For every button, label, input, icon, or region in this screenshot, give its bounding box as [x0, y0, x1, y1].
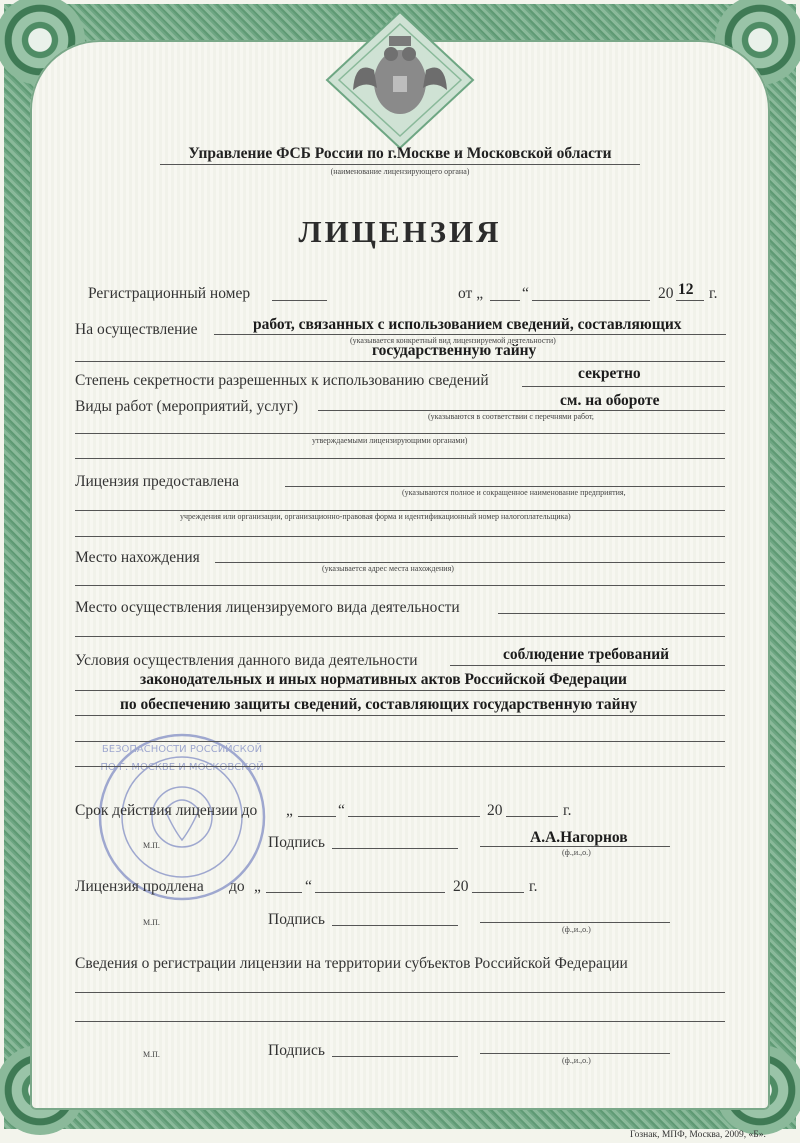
validity-label: Срок действия лицензии до: [75, 802, 258, 819]
validity-sign-label: Подпись: [268, 834, 325, 851]
extended-sign-label: Подпись: [268, 911, 325, 928]
regional-sign-line: [332, 1056, 458, 1057]
registration-day-line: [490, 300, 520, 301]
validity-year-line: [506, 816, 558, 817]
registration-year-prefix: 20: [658, 285, 674, 302]
authority-hint: (наименование лицензирующего органа): [330, 167, 470, 176]
extended-mp: М.П.: [143, 918, 160, 927]
extended-day-line: [266, 892, 302, 893]
paper-field: [30, 40, 770, 1110]
validity-fio-hint: (ф.,и.,о.): [562, 848, 591, 857]
conditions-line5: [75, 766, 725, 767]
secrecy-value: секретно: [578, 365, 641, 382]
extended-open-quote: „: [254, 878, 261, 895]
seal-ring-mid-text: ПО Г. МОСКВЕ И МОСКОВСКОЙ: [100, 762, 264, 773]
regional-label: Сведения о регистрации лицензии на территории субъектов Российской Федерации: [75, 955, 628, 972]
conditions-label: Условия осуществления данного вида деятельности: [75, 652, 418, 669]
activity-line1: [214, 334, 726, 335]
granted-line3: [75, 536, 725, 537]
activity-value-line2: государственную тайну: [372, 342, 537, 359]
works-hint1: (указываются в соответствии с перечнями работ,: [428, 412, 594, 421]
regional-line1: [75, 992, 725, 993]
conditions-line1: [450, 665, 725, 666]
conditions-line3: [75, 715, 725, 716]
registration-number-label: Регистрационный номер: [88, 285, 251, 302]
licensing-authority: Управление ФСБ России по г.Москве и Московской области: [188, 145, 612, 162]
location-line1: [215, 562, 725, 563]
extended-year-suffix: г.: [529, 878, 538, 895]
registration-from-label: от „: [458, 285, 484, 302]
granted-hint2: учреждения или организации, организационно-правовая форма и идентификационный номер налогоплательщика): [180, 512, 571, 521]
registration-month-line: [532, 300, 650, 301]
works-value: см. на обороте: [560, 392, 660, 409]
validity-open-quote: „: [286, 802, 293, 819]
validity-signer: А.А.Нагорнов: [530, 829, 628, 846]
regional-sign-label: Подпись: [268, 1042, 325, 1059]
regional-fio-hint: (ф.,и.,о.): [562, 1056, 591, 1065]
registration-year-line: [676, 300, 704, 301]
registration-quote: “: [522, 285, 529, 302]
validity-day-line: [298, 816, 336, 817]
validity-year-suffix: г.: [563, 802, 572, 819]
granted-line2: [75, 510, 725, 511]
location-hint: (указывается адрес места нахождения): [322, 564, 454, 573]
activity-label: На осуществление: [75, 321, 198, 338]
validity-year-prefix: 20: [487, 802, 503, 819]
conditions-value-line2: законодательных и иных нормативных актов Российской Федерации: [140, 671, 627, 688]
activity-place-line2: [75, 636, 725, 637]
activity-hint: (указывается конкретный вид лицензируемой деятельности): [350, 336, 556, 345]
conditions-line2: [75, 690, 725, 691]
registration-year-suffix: г.: [709, 285, 718, 302]
regional-line2: [75, 1021, 725, 1022]
extended-year-prefix: 20: [453, 878, 469, 895]
granted-label: Лицензия предоставлена: [75, 473, 240, 490]
authority-underline: [160, 164, 640, 165]
secrecy-label: Степень секретности разрешенных к использованию сведений: [75, 372, 489, 389]
conditions-line4: [75, 741, 725, 742]
extended-month-line: [315, 892, 445, 893]
location-label: Место нахождения: [75, 549, 200, 566]
granted-hint1: (указываются полное и сокращенное наименование предприятия,: [402, 488, 626, 497]
activity-place-line1: [498, 613, 725, 614]
works-label: Виды работ (мероприятий, услуг): [75, 398, 299, 415]
page-title: ЛИЦЕНЗИЯ: [298, 214, 502, 249]
extended-to-label: до: [229, 878, 245, 895]
printer-footer: Гознак, МПФ, Москва, 2009, «Б».: [630, 1130, 766, 1140]
works-line2: [75, 433, 725, 434]
extended-fio-line: [480, 922, 670, 923]
works-line3: [75, 458, 725, 459]
validity-sign-line: [332, 848, 458, 849]
regional-fio-line: [480, 1053, 670, 1054]
activity-line2: [75, 361, 725, 362]
registration-year-value: 12: [678, 281, 694, 298]
activity-place-label: Место осуществления лицензируемого вида деятельности: [75, 599, 460, 616]
extended-label: Лицензия продлена: [75, 878, 204, 895]
works-line1: [318, 410, 725, 411]
works-hint2: утверждаемыми лицензирующими органами): [312, 436, 468, 445]
validity-month-line: [348, 816, 480, 817]
extended-close-quote: “: [305, 878, 312, 895]
conditions-value-line3: по обеспечению защиты сведений, составляющих государственную тайну: [120, 696, 638, 713]
validity-close-quote: “: [338, 802, 345, 819]
conditions-value-line1: соблюдение требований: [503, 646, 670, 663]
granted-line1: [285, 486, 725, 487]
secrecy-line: [522, 386, 725, 387]
seal-ring-top-text: БЕЗОПАСНОСТИ РОССИЙСКОЙ: [101, 744, 263, 755]
location-line2: [75, 585, 725, 586]
coat-of-arms-icon: [325, 10, 475, 150]
validity-mp: М.П.: [143, 841, 160, 850]
extended-year-line: [472, 892, 524, 893]
extended-fio-hint: (ф.,и.,о.): [562, 925, 591, 934]
regional-mp: М.П.: [143, 1050, 160, 1059]
activity-value-line1: работ, связанных с использованием сведений, составляющих: [253, 316, 682, 333]
registration-number-line: [272, 300, 327, 301]
extended-sign-line: [332, 925, 458, 926]
validity-fio-line: [480, 846, 670, 847]
